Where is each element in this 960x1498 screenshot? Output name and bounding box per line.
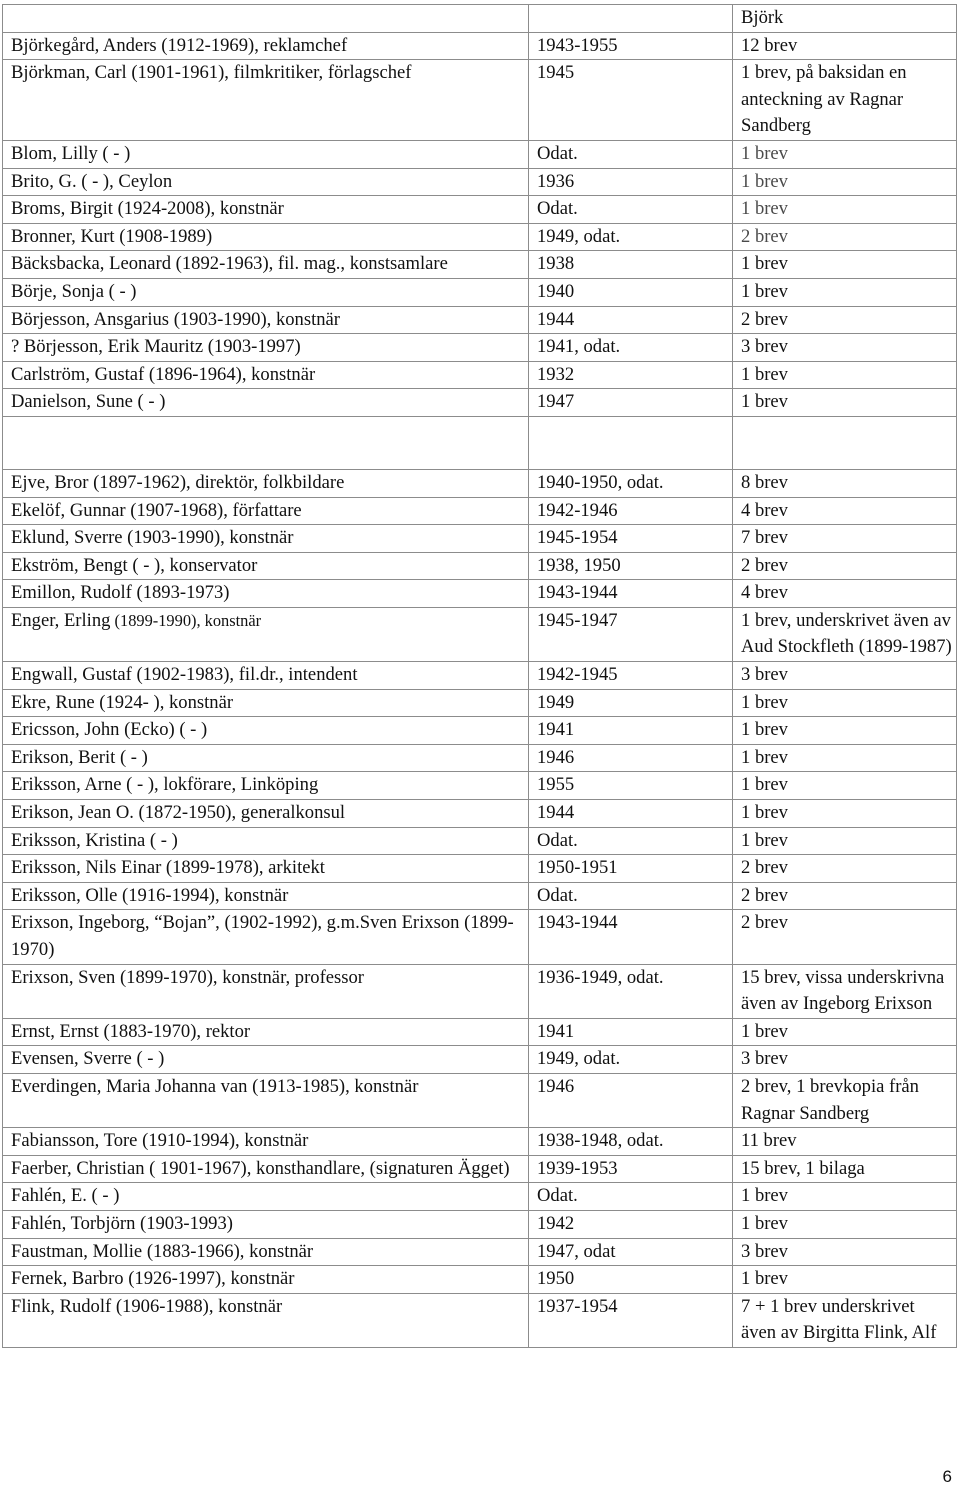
table-row [3, 910, 957, 964]
years-cell: 1946 [529, 1073, 733, 1127]
letter-count-cell: 2 brev [733, 882, 957, 910]
letter-count-cell: 7 + 1 brev underskrivet även av Birgitta Flink, Alf [733, 1293, 957, 1347]
years-cell: 1936 [529, 168, 733, 196]
person-name: Erixson, Sven (1899-1970), konstnär, professor [11, 966, 364, 988]
letter-count-cell: 15 brev, 1 bilaga [733, 1155, 957, 1183]
person-name: Ejve, Bror (1897-1962), direktör, folkbildare [11, 471, 345, 493]
person-name: Eriksson, Nils Einar (1899-1978), arkitekt [11, 857, 325, 879]
table-row [3, 882, 957, 910]
table-row [3, 689, 957, 717]
name-cell [3, 1073, 529, 1127]
table-row [3, 469, 957, 497]
name-cell [3, 361, 529, 389]
person-name: Fahlén, Torbjörn (1903-1993) [11, 1212, 233, 1234]
name-cell [3, 416, 529, 469]
name-cell [3, 552, 529, 580]
table-row [3, 1183, 957, 1211]
letter-count-cell: 7 brev [733, 525, 957, 553]
name-cell [3, 1018, 529, 1046]
person-name: Börje, Sonja ( - ) [11, 280, 137, 302]
person-name: Björkman, Carl (1901-1961), filmkritiker, förlagschef [11, 62, 412, 84]
table-row [3, 223, 957, 251]
name-cell [3, 1183, 529, 1211]
years-cell: 1947, odat [529, 1238, 733, 1266]
years-cell: 1939-1953 [529, 1155, 733, 1183]
years-cell: 1938, 1950 [529, 552, 733, 580]
years-cell [529, 416, 733, 469]
person-name: Börjesson, Ansgarius (1903-1990), konstnär [11, 308, 340, 330]
name-cell [3, 223, 529, 251]
years-cell: 1942-1946 [529, 497, 733, 525]
table-row [3, 1155, 957, 1183]
table-row [3, 1238, 957, 1266]
name-cell [3, 278, 529, 306]
table-row [3, 1046, 957, 1074]
name-cell [3, 140, 529, 168]
letter-count-cell: 1 brev [733, 1210, 957, 1238]
table-row [3, 5, 957, 33]
years-cell: Odat. [529, 1183, 733, 1211]
person-name: Faustman, Mollie (1883-1966), konstnär [11, 1240, 314, 1262]
person-name: Fabiansson, Tore (1910-1994), konstnär [11, 1130, 309, 1152]
letter-count-cell: 1 brev [733, 744, 957, 772]
letter-count-cell: 3 brev [733, 662, 957, 690]
years-cell: 1940-1950, odat. [529, 469, 733, 497]
table-row [3, 580, 957, 608]
name-cell [3, 1293, 529, 1347]
letter-count-cell: 1 brev [733, 800, 957, 828]
table-row [3, 1293, 957, 1347]
letter-count-cell: 1 brev, underskrivet även av Aud Stockfleth (1899-1987) [733, 607, 957, 661]
letter-count-cell: 15 brev, vissa underskrivna även av Ingeborg Erixson [733, 964, 957, 1018]
letter-count-cell [733, 416, 957, 469]
name-cell [3, 168, 529, 196]
table-row [3, 772, 957, 800]
letter-count-cell: 1 brev [733, 168, 957, 196]
table-row [3, 361, 957, 389]
name-cell [3, 1046, 529, 1074]
letter-count-cell: 3 brev [733, 334, 957, 362]
letter-count-cell: 1 brev [733, 1183, 957, 1211]
name-cell [3, 717, 529, 745]
name-cell [3, 689, 529, 717]
years-cell: 1945-1947 [529, 607, 733, 661]
years-cell: 1932 [529, 361, 733, 389]
person-name: Evensen, Sverre ( - ) [11, 1048, 165, 1070]
letter-count-cell: 1 brev [733, 717, 957, 745]
years-cell: 1937-1954 [529, 1293, 733, 1347]
letter-count-cell: 1 brev [733, 772, 957, 800]
letter-count-cell: 8 brev [733, 469, 957, 497]
person-name: Engwall, Gustaf (1902-1983), fil.dr., intendent [11, 664, 358, 686]
person-name: Ekelöf, Gunnar (1907-1968), författare [11, 499, 302, 521]
years-cell: 1955 [529, 772, 733, 800]
table-row [3, 662, 957, 690]
years-cell: 1947 [529, 389, 733, 417]
person-name: Flink, Rudolf (1906-1988), konstnär [11, 1295, 283, 1317]
person-name: Erikson, Berit ( - ) [11, 746, 148, 768]
table-row [3, 552, 957, 580]
table-row [3, 607, 957, 661]
letter-count-cell: 12 brev [733, 32, 957, 60]
letter-count-cell: 2 brev [733, 910, 957, 964]
name-cell [3, 910, 529, 964]
years-cell: 1943-1955 [529, 32, 733, 60]
person-name: Ekre, Rune (1924- ), konstnär [11, 691, 234, 713]
years-cell [529, 5, 733, 33]
page-number: 6 [942, 1467, 952, 1486]
table-row [3, 1266, 957, 1294]
registry-body [3, 5, 957, 1348]
years-cell: 1940 [529, 278, 733, 306]
years-cell: 1944 [529, 800, 733, 828]
letter-count-cell: 1 brev [733, 196, 957, 224]
person-name: Bronner, Kurt (1908-1989) [11, 225, 213, 247]
table-row [3, 140, 957, 168]
person-name: Erikson, Jean O. (1872-1950), generalkonsul [11, 802, 346, 824]
person-name: Eklund, Sverre (1903-1990), konstnär [11, 527, 294, 549]
name-cell [3, 1266, 529, 1294]
years-cell: 1941, odat. [529, 334, 733, 362]
letter-count-cell: 4 brev [733, 497, 957, 525]
table-row [3, 251, 957, 279]
name-cell [3, 607, 529, 661]
person-name: Enger, Erling [11, 609, 111, 631]
name-cell [3, 1155, 529, 1183]
table-row [3, 306, 957, 334]
person-name: Faerber, Christian ( 1901-1967), konsthandlare, (signaturen Ägget) [11, 1157, 510, 1179]
table-row [3, 389, 957, 417]
name-cell [3, 1210, 529, 1238]
person-name: Fahlén, E. ( - ) [11, 1185, 120, 1207]
name-cell [3, 662, 529, 690]
letter-count-cell: 2 brev [733, 306, 957, 334]
letter-count-cell: 2 brev [733, 855, 957, 883]
archive-registry-table [2, 4, 957, 1348]
person-name: Everdingen, Maria Johanna van (1913-1985), konstnär [11, 1075, 419, 1097]
name-cell [3, 580, 529, 608]
table-row [3, 416, 957, 469]
years-cell: 1942-1945 [529, 662, 733, 690]
table-row [3, 1128, 957, 1156]
table-row [3, 278, 957, 306]
person-name: Danielson, Sune ( - ) [11, 391, 166, 413]
name-cell [3, 60, 529, 141]
letter-count-cell: 1 brev [733, 361, 957, 389]
years-cell: Odat. [529, 827, 733, 855]
years-cell: 1941 [529, 717, 733, 745]
letter-count-cell: 11 brev [733, 1128, 957, 1156]
name-cell [3, 525, 529, 553]
years-cell: 1936-1949, odat. [529, 964, 733, 1018]
years-cell: 1950-1951 [529, 855, 733, 883]
person-name: Emillon, Rudolf (1893-1973) [11, 582, 230, 604]
table-row [3, 800, 957, 828]
name-cell [3, 964, 529, 1018]
name-cell [3, 1238, 529, 1266]
letter-count-cell: 2 brev [733, 223, 957, 251]
person-name: Björkegård, Anders (1912-1969), reklamchef [11, 34, 348, 56]
years-cell: 1943-1944 [529, 580, 733, 608]
table-row [3, 334, 957, 362]
table-row [3, 196, 957, 224]
name-cell [3, 772, 529, 800]
name-cell [3, 855, 529, 883]
letter-count-cell: 1 brev [733, 1266, 957, 1294]
letter-count-cell: 1 brev [733, 278, 957, 306]
years-cell: 1949 [529, 689, 733, 717]
table-row [3, 60, 957, 141]
name-cell [3, 469, 529, 497]
name-cell [3, 800, 529, 828]
years-cell: 1944 [529, 306, 733, 334]
letter-count-cell: 1 brev [733, 251, 957, 279]
name-cell [3, 5, 529, 33]
letter-count-cell: 1 brev [733, 389, 957, 417]
letter-count-cell: 3 brev [733, 1046, 957, 1074]
letter-count-cell: 1 brev [733, 689, 957, 717]
letter-count-cell: 1 brev [733, 140, 957, 168]
person-name: Brito, G. ( - ), Ceylon [11, 170, 173, 192]
person-name: Eriksson, Kristina ( - ) [11, 829, 178, 851]
letter-count-cell: 1 brev [733, 827, 957, 855]
person-name: Broms, Birgit (1924-2008), konstnär [11, 198, 284, 220]
name-cell [3, 1128, 529, 1156]
letter-count-cell: 2 brev, 1 brevkopia från Ragnar Sandberg [733, 1073, 957, 1127]
letter-count-cell: 4 brev [733, 580, 957, 608]
name-cell [3, 306, 529, 334]
person-details: (1899-1990), konstnär [110, 610, 262, 630]
table-row [3, 32, 957, 60]
person-name: Ekström, Bengt ( - ), konservator [11, 554, 258, 576]
person-name: Ernst, Ernst (1883-1970), rektor [11, 1020, 251, 1042]
table-row [3, 855, 957, 883]
years-cell: 1949, odat. [529, 1046, 733, 1074]
table-row [3, 717, 957, 745]
name-cell [3, 882, 529, 910]
name-cell [3, 389, 529, 417]
years-cell: 1942 [529, 1210, 733, 1238]
table-row [3, 1018, 957, 1046]
years-cell: 1938-1948, odat. [529, 1128, 733, 1156]
person-name: Eriksson, Arne ( - ), lokförare, Linköping [11, 774, 319, 796]
name-cell [3, 827, 529, 855]
person-name: Erixson, Ingeborg, “Bojan”, (1902-1992), g.m.Sven Erixson (1899-1970) [11, 912, 514, 960]
name-cell [3, 334, 529, 362]
table-row [3, 168, 957, 196]
table-row [3, 525, 957, 553]
person-name: Ericsson, John (Ecko) ( - ) [11, 719, 208, 741]
person-name: Bäcksbacka, Leonard (1892-1963), fil. mag., konstsamlare [11, 253, 448, 275]
years-cell: Odat. [529, 882, 733, 910]
name-cell [3, 32, 529, 60]
person-name: Eriksson, Olle (1916-1994), konstnär [11, 884, 289, 906]
letter-count-cell: Björk [733, 5, 957, 33]
years-cell: 1943-1944 [529, 910, 733, 964]
table-row [3, 1210, 957, 1238]
years-cell: Odat. [529, 140, 733, 168]
table-row [3, 744, 957, 772]
name-cell [3, 251, 529, 279]
person-name: Carlström, Gustaf (1896-1964), konstnär [11, 363, 316, 385]
name-cell [3, 196, 529, 224]
letter-count-cell: 1 brev [733, 1018, 957, 1046]
years-cell: Odat. [529, 196, 733, 224]
years-cell: 1938 [529, 251, 733, 279]
person-name: Blom, Lilly ( - ) [11, 142, 131, 164]
name-cell [3, 497, 529, 525]
years-cell: 1945-1954 [529, 525, 733, 553]
table-row [3, 964, 957, 1018]
table-row [3, 827, 957, 855]
years-cell: 1946 [529, 744, 733, 772]
name-cell [3, 744, 529, 772]
table-row [3, 497, 957, 525]
person-name: ? Börjesson, Erik Mauritz (1903-1997) [11, 336, 301, 358]
years-cell: 1941 [529, 1018, 733, 1046]
letter-count-cell: 2 brev [733, 552, 957, 580]
years-cell: 1950 [529, 1266, 733, 1294]
years-cell: 1945 [529, 60, 733, 141]
years-cell: 1949, odat. [529, 223, 733, 251]
letter-count-cell: 3 brev [733, 1238, 957, 1266]
table-row [3, 1073, 957, 1127]
person-name: Fernek, Barbro (1926-1997), konstnär [11, 1268, 295, 1290]
letter-count-cell: 1 brev, på baksidan en anteckning av Ragnar Sandberg [733, 60, 957, 141]
